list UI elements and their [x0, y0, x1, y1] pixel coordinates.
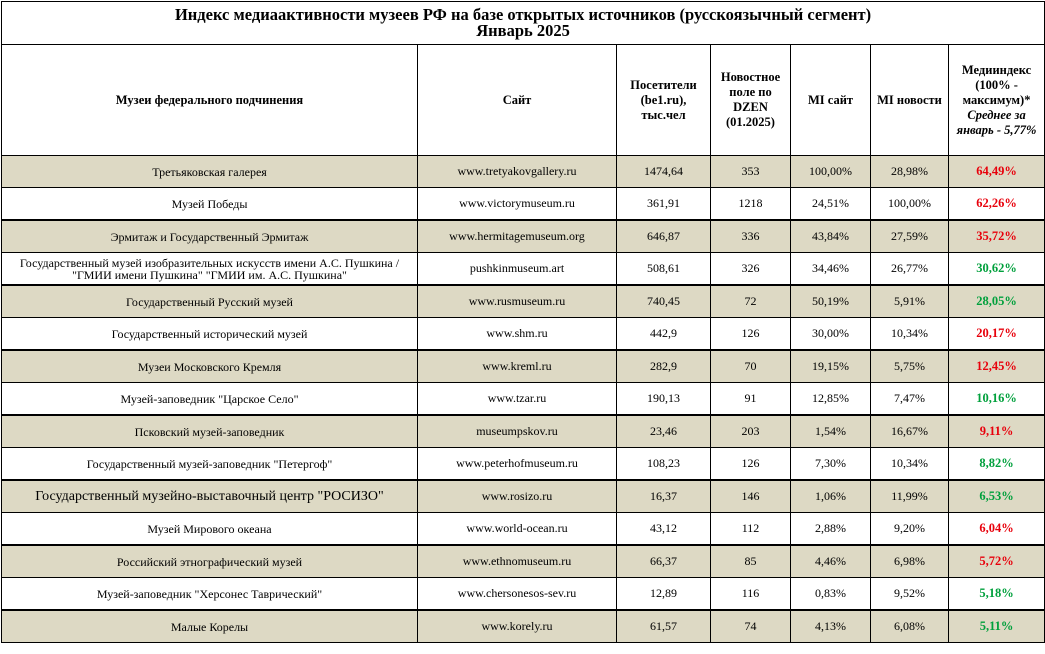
museum-name-cell: Государственный музей-заповедник "Петергоф" — [2, 448, 418, 481]
table-row — [2, 350, 1045, 383]
mi-news-cell: 5,75% — [871, 350, 949, 383]
header-museum: Музеи федерального подчинения — [2, 45, 418, 156]
visitors-cell: 1474,64 — [617, 156, 711, 188]
media-index-cell: 5,11% — [949, 610, 1045, 643]
site-cell: museumpskov.ru — [418, 415, 617, 448]
table-row — [2, 448, 1045, 481]
table-row — [2, 383, 1045, 416]
visitors-cell: 361,91 — [617, 188, 711, 221]
museum-name-cell: Государственный музей изобразительных искусств имени А.С. Пушкина / "ГМИИ имени Пушкина" "ГМИИ им. А.С. Пушкина" — [2, 253, 418, 286]
site-cell: www.victorymuseum.ru — [418, 188, 617, 221]
museum-name-cell: Государственный исторический музей — [2, 318, 418, 351]
header-media-index-label: Медииндекс (100% - максимум)* — [961, 62, 1032, 107]
mi-news-cell: 16,67% — [871, 415, 949, 448]
dzen-cell: 353 — [711, 156, 791, 188]
mi-site-cell: 4,46% — [791, 545, 871, 578]
mi-site-cell: 12,85% — [791, 383, 871, 416]
dzen-cell: 1218 — [711, 188, 791, 221]
table-row — [2, 318, 1045, 351]
mi-site-cell: 1,54% — [791, 415, 871, 448]
media-index-cell: 20,17% — [949, 318, 1045, 351]
table-row — [2, 610, 1045, 643]
table-row — [2, 253, 1045, 286]
media-index-cell: 12,45% — [949, 350, 1045, 383]
site-cell: www.kreml.ru — [418, 350, 617, 383]
museum-name-cell: Музей Победы — [2, 188, 418, 221]
dzen-cell: 72 — [711, 285, 791, 318]
dzen-cell: 91 — [711, 383, 791, 416]
museum-name-cell: Музеи Московского Кремля — [2, 350, 418, 383]
dzen-cell: 112 — [711, 513, 791, 546]
media-index-cell: 5,72% — [949, 545, 1045, 578]
site-cell: pushkinmuseum.art — [418, 253, 617, 286]
mi-site-cell: 0,83% — [791, 578, 871, 611]
mi-news-cell: 9,20% — [871, 513, 949, 546]
media-index-cell: 5,18% — [949, 578, 1045, 611]
media-index-cell: 9,11% — [949, 415, 1045, 448]
visitors-cell: 282,9 — [617, 350, 711, 383]
mi-news-cell: 7,47% — [871, 383, 949, 416]
header-visitors: Посетители (be1.ru), тыс.чел — [617, 45, 711, 156]
museum-name-cell: Музей Мирового океана — [2, 513, 418, 546]
visitors-cell: 108,23 — [617, 448, 711, 481]
museum-name-cell: Музей-заповедник "Царское Село" — [2, 383, 418, 416]
media-index-cell: 8,82% — [949, 448, 1045, 481]
media-index-cell: 30,62% — [949, 253, 1045, 286]
dzen-cell: 85 — [711, 545, 791, 578]
site-cell: www.rosizo.ru — [418, 480, 617, 513]
dzen-cell: 74 — [711, 610, 791, 643]
dzen-cell: 116 — [711, 578, 791, 611]
mi-site-cell: 24,51% — [791, 188, 871, 221]
mi-news-cell: 10,34% — [871, 448, 949, 481]
site-cell: www.ethnomuseum.ru — [418, 545, 617, 578]
mi-news-cell: 11,99% — [871, 480, 949, 513]
mi-news-cell: 5,91% — [871, 285, 949, 318]
spreadsheet — [1, 1, 1044, 643]
header-mi-site: MI сайт — [791, 45, 871, 156]
museum-name-cell: Государственный музейно-выставочный центр "РОСИЗО" — [2, 480, 418, 513]
site-cell: www.world-ocean.ru — [418, 513, 617, 546]
visitors-cell: 508,61 — [617, 253, 711, 286]
table-row — [2, 415, 1045, 448]
visitors-cell: 43,12 — [617, 513, 711, 546]
media-index-cell: 35,72% — [949, 220, 1045, 253]
table-row — [2, 156, 1045, 188]
site-cell: www.hermitagemuseum.org — [418, 220, 617, 253]
site-cell: www.tzar.ru — [418, 383, 617, 416]
header-dzen: Новостное поле по DZEN (01.2025) — [711, 45, 791, 156]
museum-name-cell: Российский этнографический музей — [2, 545, 418, 578]
mi-news-cell: 6,08% — [871, 610, 949, 643]
mi-site-cell: 50,19% — [791, 285, 871, 318]
title-line-2: Январь 2025 — [476, 21, 570, 40]
site-cell: www.shm.ru — [418, 318, 617, 351]
museum-name-cell: Музей-заповедник "Херсонес Таврический" — [2, 578, 418, 611]
site-cell: www.tretyakovgallery.ru — [418, 156, 617, 188]
mi-site-cell: 7,30% — [791, 448, 871, 481]
dzen-cell: 146 — [711, 480, 791, 513]
visitors-cell: 23,46 — [617, 415, 711, 448]
museum-name-cell: Третьяковская галерея — [2, 156, 418, 188]
museum-name-cell: Эрмитаж и Государственный Эрмитаж — [2, 220, 418, 253]
mi-news-cell: 10,34% — [871, 318, 949, 351]
media-index-cell: 64,49% — [949, 156, 1045, 188]
table-title — [2, 2, 1045, 45]
table-body — [2, 156, 1045, 643]
mi-site-cell: 100,00% — [791, 156, 871, 188]
dzen-cell: 126 — [711, 448, 791, 481]
visitors-cell: 66,37 — [617, 545, 711, 578]
site-cell: www.peterhofmuseum.ru — [418, 448, 617, 481]
site-cell: www.korely.ru — [418, 610, 617, 643]
media-index-cell: 6,04% — [949, 513, 1045, 546]
site-cell: www.rusmuseum.ru — [418, 285, 617, 318]
header-media-index — [949, 45, 1045, 156]
mi-site-cell: 34,46% — [791, 253, 871, 286]
header-mi-news: MI новости — [871, 45, 949, 156]
title-line-1: Индекс медиаактивности музеев РФ на базе открытых источников (русскоязычный сегмент) — [174, 5, 872, 24]
museum-index-table — [1, 1, 1045, 643]
media-index-cell: 10,16% — [949, 383, 1045, 416]
visitors-cell: 442,9 — [617, 318, 711, 351]
dzen-cell: 336 — [711, 220, 791, 253]
site-cell: www.chersonesos-sev.ru — [418, 578, 617, 611]
visitors-cell: 646,87 — [617, 220, 711, 253]
museum-name-cell: Государственный Русский музей — [2, 285, 418, 318]
header-media-index-note: Среднее за январь - 5,77% — [956, 107, 1037, 137]
table-row — [2, 513, 1045, 546]
mi-news-cell: 100,00% — [871, 188, 949, 221]
dzen-cell: 326 — [711, 253, 791, 286]
table-row — [2, 578, 1045, 611]
mi-site-cell: 1,06% — [791, 480, 871, 513]
mi-site-cell: 2,88% — [791, 513, 871, 546]
table-row — [2, 188, 1045, 221]
visitors-cell: 740,45 — [617, 285, 711, 318]
header-site: Сайт — [418, 45, 617, 156]
table-row — [2, 220, 1045, 253]
mi-news-cell: 6,98% — [871, 545, 949, 578]
table-row — [2, 285, 1045, 318]
mi-news-cell: 27,59% — [871, 220, 949, 253]
visitors-cell: 12,89 — [617, 578, 711, 611]
dzen-cell: 126 — [711, 318, 791, 351]
table-row — [2, 480, 1045, 513]
visitors-cell: 16,37 — [617, 480, 711, 513]
museum-name-cell: Псковский музей-заповедник — [2, 415, 418, 448]
mi-news-cell: 9,52% — [871, 578, 949, 611]
media-index-cell: 62,26% — [949, 188, 1045, 221]
mi-news-cell: 28,98% — [871, 156, 949, 188]
media-index-cell: 6,53% — [949, 480, 1045, 513]
visitors-cell: 190,13 — [617, 383, 711, 416]
table-row — [2, 545, 1045, 578]
museum-name-cell: Малые Корелы — [2, 610, 418, 643]
dzen-cell: 70 — [711, 350, 791, 383]
mi-site-cell: 43,84% — [791, 220, 871, 253]
visitors-cell: 61,57 — [617, 610, 711, 643]
media-index-cell: 28,05% — [949, 285, 1045, 318]
mi-site-cell: 30,00% — [791, 318, 871, 351]
mi-site-cell: 19,15% — [791, 350, 871, 383]
mi-news-cell: 26,77% — [871, 253, 949, 286]
dzen-cell: 203 — [711, 415, 791, 448]
mi-site-cell: 4,13% — [791, 610, 871, 643]
